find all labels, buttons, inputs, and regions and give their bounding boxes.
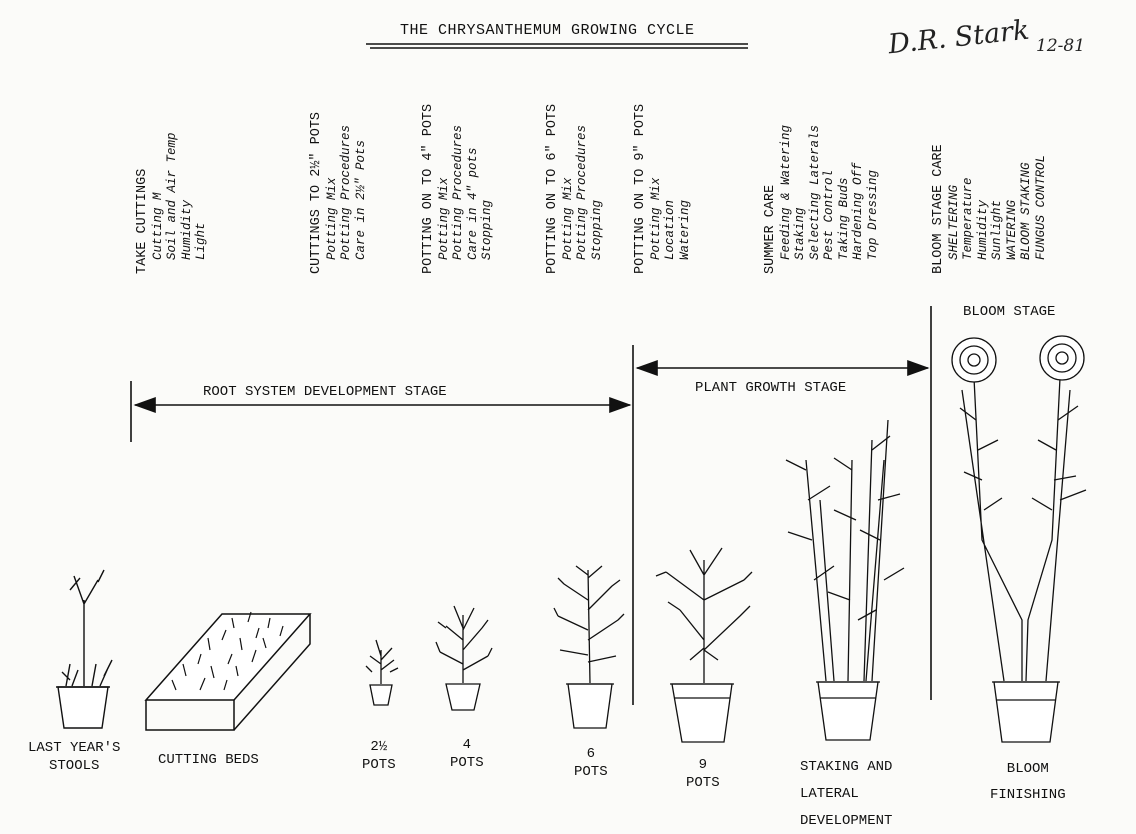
label-stools: LAST YEAR'S STOOLS xyxy=(28,740,121,774)
care-item: Potting Mix xyxy=(648,177,663,260)
care-item: FUNGUS CONTROL xyxy=(1033,154,1048,260)
pot-2half-plant xyxy=(366,640,398,705)
care-item: Potting Procedures xyxy=(339,124,353,260)
pot-4-plant xyxy=(436,606,492,710)
care-column-heading: POTTING ON TO 4" POTS xyxy=(421,103,436,274)
care-item: Stopping xyxy=(589,199,604,260)
signature-date: 12-81 xyxy=(1036,36,1086,56)
label-staking: STAKING AND LATERAL DEVELOPMENT xyxy=(800,759,893,829)
care-column-heading: BLOOM STAGE CARE xyxy=(931,144,946,274)
care-item: Care in 4" pots xyxy=(465,147,480,260)
pot-9-plant xyxy=(656,548,752,742)
label-bloom: BLOOM FINISHING xyxy=(990,761,1066,803)
label-2half-pots: 2½ POTS xyxy=(362,739,396,773)
stage-label-growth: PLANT GROWTH STAGE xyxy=(695,380,847,396)
care-item: SHELTERING xyxy=(946,184,961,260)
cutting-beds xyxy=(146,612,310,730)
care-item: Humidity xyxy=(179,199,194,260)
care-column-heading: POTTING ON TO 6" POTS xyxy=(545,103,560,274)
stage-label-root: ROOT SYSTEM DEVELOPMENT STAGE xyxy=(203,384,447,400)
care-item: Taking Buds xyxy=(836,177,851,260)
stage-label-bloom: BLOOM STAGE xyxy=(963,304,1056,320)
care-item: Stopping xyxy=(480,199,494,260)
stools-plant xyxy=(56,570,112,728)
care-item: Location xyxy=(663,199,677,260)
care-column-heading: CUTTINGS TO 2½" POTS xyxy=(309,111,324,274)
care-item: Light xyxy=(194,222,208,260)
care-item: WATERING xyxy=(1004,199,1019,260)
care-item: Selecting Laterals xyxy=(807,124,822,260)
care-item: Hardening Off xyxy=(851,162,865,260)
care-item: Sunlight xyxy=(990,199,1004,260)
care-item: BLOOM STAKING xyxy=(1019,162,1033,260)
pot-6-plant xyxy=(554,566,624,728)
care-item: Cutting M xyxy=(150,192,165,260)
care-column-heading: POTTING ON TO 9" POTS xyxy=(633,103,648,274)
care-item: Potting Mix xyxy=(436,177,451,260)
care-item: Watering xyxy=(677,199,692,260)
care-item: Feeding & Watering xyxy=(778,124,793,260)
care-item: Potting Procedures xyxy=(575,124,589,260)
care-item: Top Dressing xyxy=(865,169,880,260)
staking-plant xyxy=(786,420,904,740)
care-item: Temperature xyxy=(961,177,975,260)
care-item: Care in 2½" Pots xyxy=(353,139,368,260)
label-6-pots: 6 POTS xyxy=(574,746,608,780)
care-item: Pest Control xyxy=(822,169,836,260)
care-item: Humidity xyxy=(975,199,990,260)
diagram-title: THE CHRYSANTHEMUM GROWING CYCLE xyxy=(400,22,695,39)
label-cutting-beds: CUTTING BEDS xyxy=(158,752,259,768)
label-9-pots: 9 POTS xyxy=(686,757,720,791)
care-item: Potting Mix xyxy=(560,177,575,260)
care-column-heading: SUMMER CARE xyxy=(763,184,778,274)
signature: D.R. Stark xyxy=(886,14,1031,61)
care-item: Potting Procedures xyxy=(451,124,465,260)
care-item: Soil and Air Temp xyxy=(165,132,179,260)
title-underline xyxy=(366,44,748,48)
label-4-pots: 4 POTS xyxy=(450,737,484,771)
care-item: Staking xyxy=(793,207,807,260)
care-item: Potting Mix xyxy=(324,177,339,260)
care-column-heading: TAKE CUTTINGS xyxy=(135,168,150,274)
bloom-plant xyxy=(952,336,1086,742)
